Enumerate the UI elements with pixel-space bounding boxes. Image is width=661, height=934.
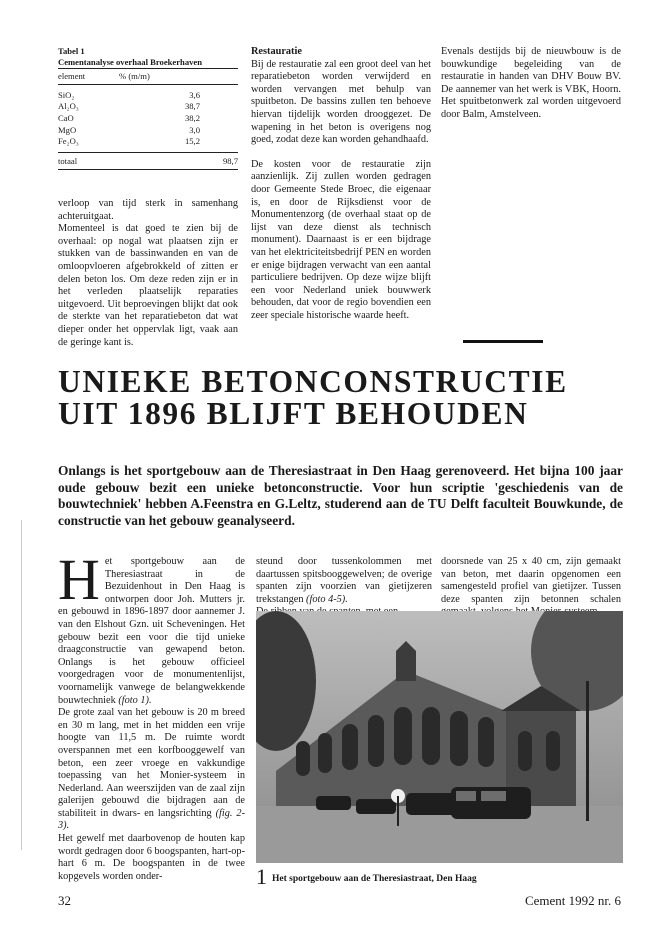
col-header-percent: % (m/m) xyxy=(119,69,238,85)
journal-footer: Cement 1992 nr. 6 xyxy=(524,893,621,908)
article-headline xyxy=(58,366,618,430)
table-subtitle: Cementanalyse overhaal Broekerhaven xyxy=(58,56,203,67)
table-total-label: totaal xyxy=(58,152,119,170)
paragraph: Momenteel is dat goed te zien bij de overhaal: op nogal wat plaatsen zijn er stukken van de bassinwanden en van de omloopvloeren afgebrokkeld of zitten er delen beton los. Om deze reden zijn er in het verleden plaatselijk reparaties uitgevoerd. Uit beproevingen blijkt dat ook de sterkte van het reparatiebeton dat wat dieper onder het oppervlak ligt, vaak aan de geringe kant is. xyxy=(58,223,238,348)
table-cell-value: 15,2 xyxy=(184,136,200,147)
table-total-value: 98,7 xyxy=(119,152,238,170)
photo-caption xyxy=(256,864,623,890)
body-text: et sportgebouw aan de Theresiastraat in de Bezuidenhout in Den Haag is ontworpen door Joh. Mutters jr. en gebouwd in 1896-1897 door aannemer J. van den Elshout Gzn. uit Scheveningen. Het gebouw bezit een voor die tijd unieke draagconstructie van gewapend beton. Onlangs is het gebouw officieel voorgedragen voor de monumentenlijst, voornamelijk vanwege de belangwekkende bouwtechniek xyxy=(58,556,245,706)
table-1 xyxy=(58,46,238,170)
table-cell-element: MgO xyxy=(58,124,77,135)
photo-number: 1 xyxy=(256,864,267,889)
table-cell-value: 38,2 xyxy=(184,112,200,123)
body-column-1 xyxy=(58,547,245,883)
drop-cap: H xyxy=(58,547,100,612)
caption-text: Het sportgebouw aan de Theresiastraat, Den Haag xyxy=(272,874,477,884)
table-cell-element: SiO₂ xyxy=(58,89,75,100)
headline-line-2: UIT 1896 BLIJFT BEHOUDEN xyxy=(58,396,529,431)
col-header-element: element xyxy=(58,69,119,85)
body-text: doorsnede van 25 x 40 cm, zijn gemaakt van beton, met daarin opgenomen een samengesteld profiel van gietijzer. Tussen deze spanten zijn betonnen schalen xyxy=(441,556,621,605)
body-column-2 xyxy=(256,556,432,619)
photo-sports-building xyxy=(256,611,623,863)
end-of-article-rule xyxy=(463,340,543,343)
table-title: Tabel 1 xyxy=(58,46,85,56)
body-text: Het gewelf met daarbovenop de houten kap wordt gedragen door 6 boogspanten, hart-op-hart 6 m. De boogspanten in de twee kopgevels worden onder- xyxy=(58,833,245,882)
table-cell-element: Fe₂O₃ xyxy=(58,136,79,147)
headline-line-1: UNIEKE BETONCONSTRUCTIE xyxy=(58,364,568,399)
column-2-text xyxy=(251,46,431,322)
paragraph: Bij de restauratie zal een groot deel van het reparatiebeton worden verwijderd en worden vervangen met behulp van spuitbeton. De bassins zullen ten behoeve hiervan tijdelijk worden drooggezet. De wapening in het beton is overigens nog goed, zodat deze kan worden gehandhaafd. xyxy=(251,58,431,146)
cement-analysis-table xyxy=(58,68,238,170)
paragraph: De kosten voor de restauratie zijn aanzienlijk. Zij zullen worden gedragen door Gemeente Stede Broec, die eigenaar is, en door de Rijksdienst voor de Monumentenzorg (de overhaal staat op de lijst van deze dienst als technisch monument). Daarnaast is er een bijdrage van het elektriciteitsbedrijf PEN en worden er enige bijdragen verwacht van een aantal particuliere bedrijven. Op deze wijze blijft een voor Nederland uniek bouwwerk behouden, dat voor de regio bovendien een zeer speciale historische waarde heeft. xyxy=(251,158,431,321)
paragraph: Evenals destijds bij de nieuwbouw is de bouwkundige begeleiding van de restauratie in handen van DHV Bouw BV. De aannemer van het werk is VBK, Hoorn. Het spuitbetonwerk zal worden uitgevoerd door Balm, Amstelveen. xyxy=(441,46,621,120)
body-text: steund door tussenkolommen met daartussen spitsbooggewelven; de overige spanten zijn voorzien van gietijzeren trekstangen xyxy=(256,556,432,605)
table-cell-value: 3,6 xyxy=(189,89,200,100)
scan-edge-line xyxy=(21,520,22,850)
page-number: 32 xyxy=(58,893,71,908)
column-3-text xyxy=(441,46,621,122)
table-cell-element: Al₂O₃ xyxy=(58,101,79,112)
body-column-3 xyxy=(441,556,621,619)
figure-reference: (foto 4-5). xyxy=(306,593,348,605)
figure-reference: (foto 1). xyxy=(118,694,152,706)
table-cell-value: 38,7 xyxy=(184,101,200,112)
paragraph: verloop van tijd sterk in samenhang achteruitgaat. xyxy=(58,198,238,222)
table-cell-element: CaO xyxy=(58,112,74,123)
article-lead: Onlangs is het sportgebouw aan de Theresiastraat in Den Haag gerenoveerd. Het bijna 100 jaar oude gebouw bezit een unieke betonconstructie. Voor hun scriptie 'geschiedenis van de bouwtechniek' hebben A.Feenstra en G.Leltz, studerend aan de TU Delft faculteit Bouwkunde, de constructie van het gebouw geanalyseerd. xyxy=(58,463,623,528)
body-text: De grote zaal van het gebouw is 20 m breed en 30 m lang, met in het midden een vrije hoogte van 11,5 m. De ruimte wordt overspannen met een korfbooggewelf van beton, een zeer vroege en vakkundige toepassing van het Monier-systeem in Nederland. Aan weerszijden van de zaal zijn galerijen gebouwd die bijdragen aan de stabiliteit in dwars- en langsrichting xyxy=(58,707,245,819)
figure-reference: (fig. 2-3). xyxy=(58,807,245,832)
column-1-text xyxy=(58,198,238,349)
table-cell-value: 3,0 xyxy=(189,124,200,135)
section-heading-restauratie: Restauratie xyxy=(251,46,302,57)
